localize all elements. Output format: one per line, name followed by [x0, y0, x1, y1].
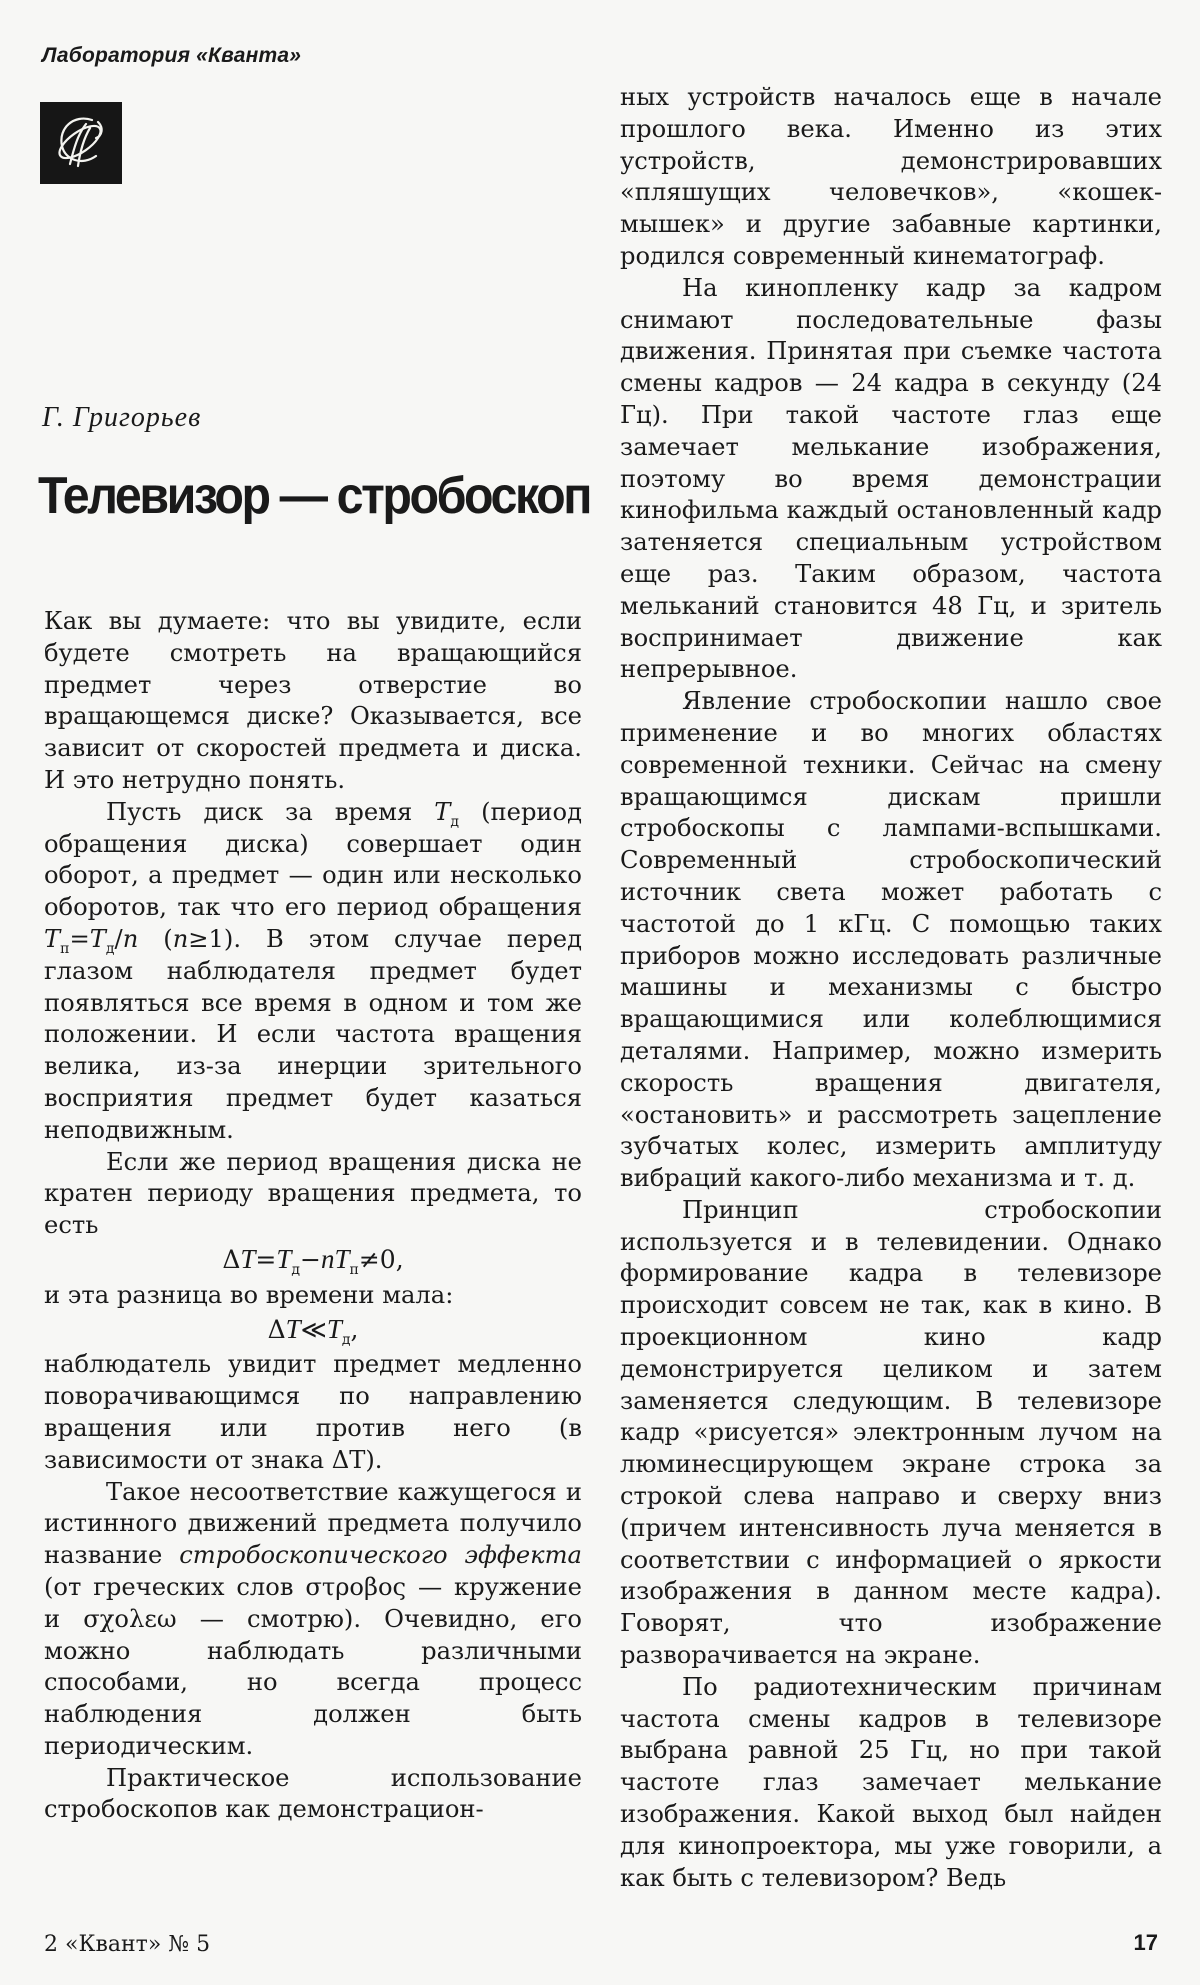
paragraph: Пусть диск за время $T_д$ (период обращения диска) совершает один оборот, а предмет — один или несколько оборотов, так что его период обращения $T_п=T_д/n$ (n≥1). В этом случае перед глазом наблюдателя предмет будет появляться все время в одном и том же положении. И если частота вращения велика, из-за инерции зрительного восприятия предмет будет казаться неподвижным.	[44, 797, 583, 1144]
formula-delta-t: $\Delta T=T_д-nT_п\ne 0$,	[222, 1243, 404, 1278]
paragraph: и эта разница во времени мала:	[44, 1280, 454, 1309]
article-title: Телевизор — стробоскоп	[38, 467, 591, 525]
paragraph: ных устройств началось еще в начале прошлого века. Именно из этих устройств, демонстрировавших «пляшущих человечков», «кошек-мышек» и другие забавные картинки, родился современный кинематограф.	[620, 83, 1162, 270]
page-number: 17	[1133, 1930, 1158, 1955]
term-stroboscopic-effect: стробоскопического эффекта	[179, 1541, 582, 1570]
paragraph: Как вы думаете: что вы увидите, если будете смотреть на вращающийся предмет через отверстие во вращающемся диске? Оказывается, все зависит от скоростей предмета и диска. И это нетрудно понять.	[44, 607, 582, 794]
issue-label: 2 «Квант» № 5	[44, 1932, 211, 1957]
article-author: Г. Григорьев	[42, 402, 202, 433]
paragraph: Если же период вращения диска не кратен периоду вращения предмета, то есть	[44, 1147, 582, 1240]
paragraph: Явление стробоскопии нашло свое применение и во многих областях современной техники. Сейчас на смену вращающимся дискам пришли стробоскопы с лампами-вспышками. Современный стробоскопический источник света может работать с частотой до 1 кГц. С помощью таких приборов можно исследовать различные машины и механизмы с быстро вращающимися или колеблющимися деталями. Например, можно измерить скорость вращения двигателя, «остановить» и рассмотреть зацепление зубчатых колес, измерить амплитуду вибраций какого-либо механизма и т. д.	[620, 687, 1162, 1193]
formula-small-delta: $\Delta T≪T_д$,	[267, 1313, 359, 1348]
paragraph: По радиотехническим причинам частота смены кадров в телевизоре выбрана равной 25 Гц, но при такой частоте глаз замечает мелькание изображения. Какой выход был найден для кинопроектора, мы уже говорили, а как быть с телевизором? Ведь	[620, 1672, 1162, 1892]
paragraph: наблюдатель увидит предмет медленно поворачивающимся по направлению вращения или против него (в зависимости от знака ΔT).	[44, 1350, 582, 1474]
paragraph: Такое несоответствие кажущегося и истинного движений предмета получило название стробоскопического эффекта (от греческих слов στροβος — кружение и σχολεω — смотрю). Очевидно, его можно наблюдать различными способами, но всегда процесс наблюдения должен быть периодическим.	[44, 1477, 582, 1760]
right-column	[620, 82, 1162, 1894]
left-column	[44, 606, 582, 1826]
section-logo-icon	[40, 102, 122, 184]
paragraph: На кинопленку кадр за кадром снимают последовательные фазы движения. Принятая при съемке частота смены кадров — 24 кадра в секунду (24 Гц). При такой частоте глаз еще замечает мелькание изображения, поэтому во время демонстрации кинофильма каждый остановленный кадр затеняется специальным устройством еще раз. Таким образом, частота мельканий становится 48 Гц, и зритель воспринимает движение как непрерывное.	[620, 273, 1162, 684]
paragraph: Практическое использование стробоскопов как демонстрацион-	[44, 1763, 582, 1824]
running-head: Лаборатория «Кванта»	[42, 44, 302, 67]
paragraph: Принцип стробоскопии используется и в телевидении. Однако формирование кадра в телевизоре происходит совсем не так, как в кино. В проекционном кино кадр демонстрируется целиком и затем заменяется следующим. В телевизоре кадр «рисуется» электронным лучом на люминесцирующем экране строка за строкой слева направо и сверху вниз (причем интенсивность луча меняется в соответствии с информацией о яркости изображения в данном месте кадра). Говорят, что изображение разворачивается на экране.	[620, 1195, 1162, 1670]
